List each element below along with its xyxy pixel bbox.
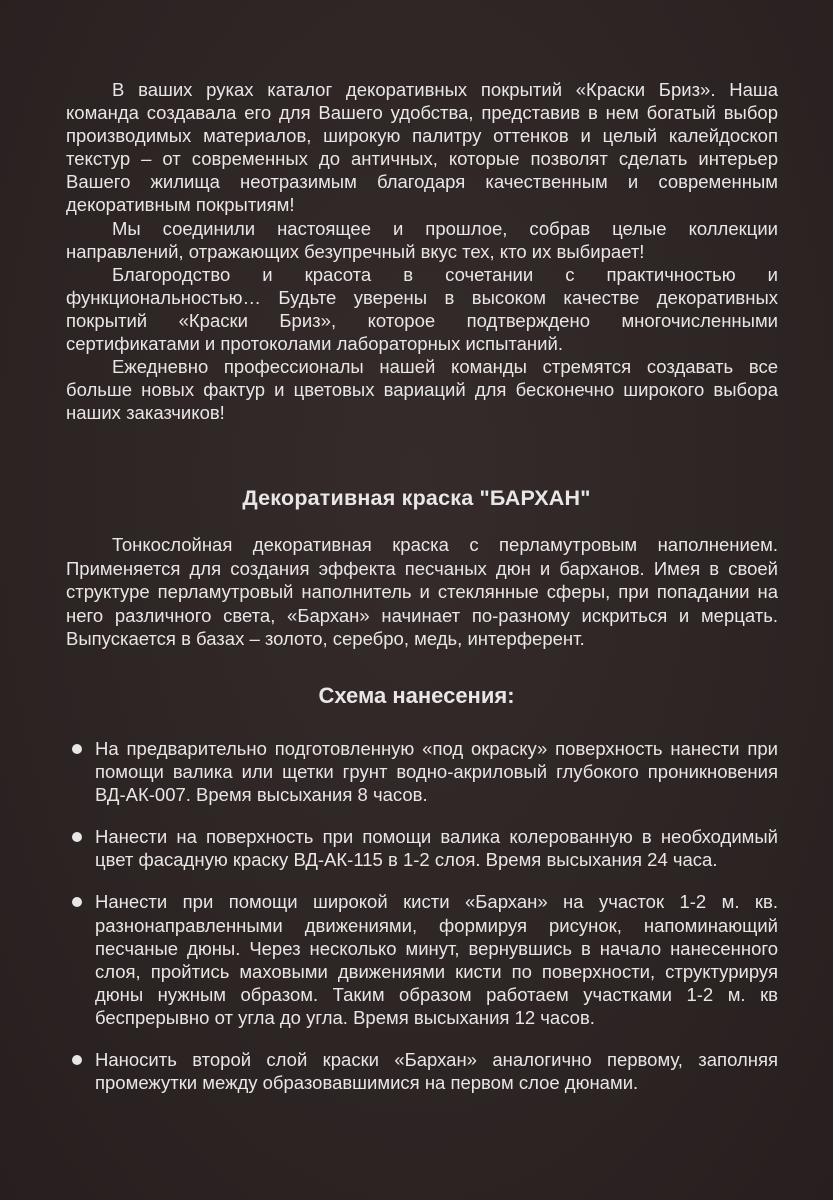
product-title: Декоративная краска "БАРХАН" bbox=[242, 486, 591, 510]
bullet-icon bbox=[72, 897, 82, 907]
intro-text bbox=[66, 78, 778, 424]
application-step bbox=[66, 1048, 778, 1094]
application-step bbox=[66, 890, 778, 1029]
intro-paragraph: Мы соединили настоящее и прошлое, собрав целые коллекции направлений, отражающих безупречный вкус тех, кто их выбирает! bbox=[66, 217, 778, 262]
intro-paragraph: Благородство и красота в сочетании с практичностью и функциональностью… Будьте уверены в высоком качестве декоративных покрытий «Краски Бриз», которое подтверждено многочисленными сертификатами и протоколами лабораторных испытаний. bbox=[66, 263, 778, 355]
bullet-icon bbox=[72, 832, 82, 842]
product-description: Тонкослойная декоративная краска с перламутровым наполнением. Применяется для создания эффекта песчаных дюн и барханов. Имея в своей структуре перламутровый наполнитель и стеклянные сферы, при попадании на него различного света, «Бархан» начинает по-разному искриться и мерцать. Выпускается в базах – золото, серебро, медь, интерферент. bbox=[66, 534, 778, 649]
application-title: Схема нанесения: bbox=[318, 683, 515, 708]
bullet-icon bbox=[72, 1055, 82, 1065]
intro-paragraph: В ваших руках каталог декоративных покрытий «Краски Бриз». Наша команда создавала его для Вашего удобства, представив в нем богатый выбор производимых материалов, широкую палитру оттенков и целый калейдоскоп текстур – от современных до античных, которые позволят сделать интерьер Вашего жилища неотразимым благодаря качественным и современным декоративным покрытиям! bbox=[66, 79, 778, 216]
intro-paragraph: Ежедневно профессионалы нашей команды стремятся создавать все больше новых фактур и цветовых вариаций для бесконечно широкого выбора наших заказчиков! bbox=[66, 356, 778, 424]
application-step bbox=[66, 737, 778, 806]
bullet-icon bbox=[72, 744, 82, 754]
step-text: На предварительно подготовленную «под окраску» поверхность нанести при помощи валика или щетки грунт водно-акриловый глубокого проникновения ВД-АК-007. Время высыхания 8 часов. bbox=[95, 738, 778, 806]
product-description-block bbox=[66, 533, 778, 651]
application-step bbox=[66, 825, 778, 871]
step-text: Нанести на поверхность при помощи валика колерованную в необходимый цвет фасадную краску ВД-АК-115 в 1-2 слоя. Время высыхания 24 часа. bbox=[95, 826, 778, 871]
step-text: Нанести при помощи широкой кисти «Бархан» на участок 1-2 м. кв. разнонаправленными движениями, формируя рисунок, напоминающий песчаные дюны. Через несколько минут, вернувшись в начало нанесенного слоя, пройтись маховыми движениями кисти по поверхности, структурируя дюны нужным образом. Таким образом работаем участками 1-2 м. кв беспрерывно от угла до угла. Время высыхания 12 часов. bbox=[95, 891, 778, 1028]
step-text: Наносить второй слой краски «Бархан» аналогично первому, заполняя промежутки между образовавшимися на первом слое дюнами. bbox=[95, 1049, 778, 1094]
application-steps bbox=[66, 737, 778, 1113]
